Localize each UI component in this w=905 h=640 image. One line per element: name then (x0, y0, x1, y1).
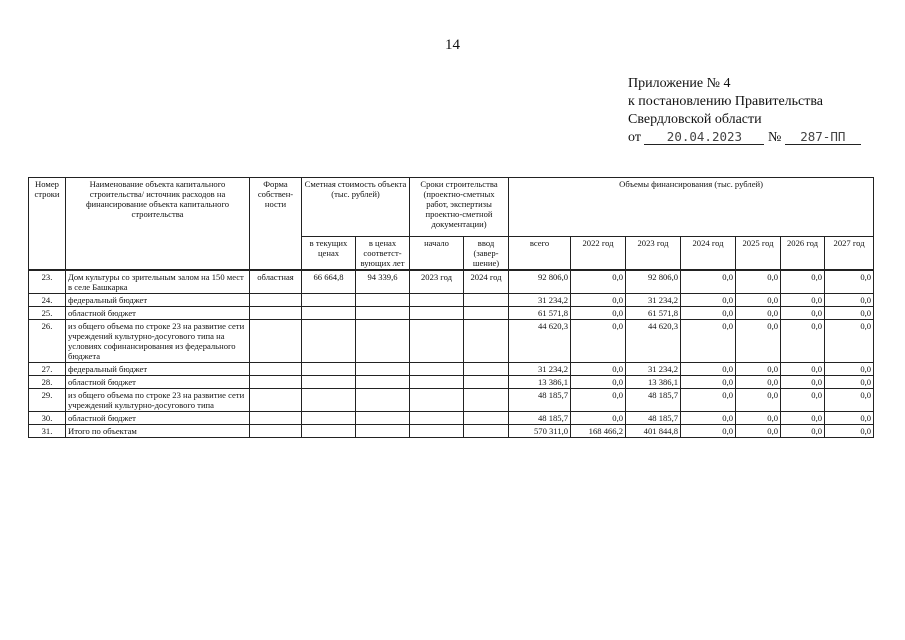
cell-row-number: 23. (29, 270, 66, 294)
cell-total: 44 620,3 (509, 320, 571, 363)
cell-2026: 0,0 (781, 307, 825, 320)
resolution-date: 20.04.2023 (644, 130, 764, 145)
cell-2027: 0,0 (825, 270, 874, 294)
header-year-2027: 2027 год (825, 237, 874, 271)
cell-2023: 13 386,1 (626, 376, 681, 389)
cell-cost-current (302, 294, 356, 307)
resolution-number: 287-ПП (785, 130, 861, 145)
cell-2023: 92 806,0 (626, 270, 681, 294)
header-financing: Объемы финансирования (тыс. рублей) (509, 178, 874, 237)
cell-2024: 0,0 (681, 376, 736, 389)
header-commissioning: ввод (завер-шение) (464, 237, 509, 271)
cell-row-number: 30. (29, 412, 66, 425)
header-estimated-cost: Сметная стоимость объекта (тыс. рублей) (302, 178, 410, 237)
cell-ownership-form (250, 363, 302, 376)
cell-start (410, 320, 464, 363)
cell-cost-years (356, 307, 410, 320)
cell-cost-current (302, 389, 356, 412)
cell-object-name: из общего объема по строке 23 на развитие сети учреждений культурно-досугового типа на условиях софинансирования из федерального бюджета (66, 320, 250, 363)
cell-2026: 0,0 (781, 270, 825, 294)
table-row (29, 412, 874, 425)
cell-end (464, 294, 509, 307)
table-row (29, 376, 874, 389)
cell-total: 570 311,0 (509, 425, 571, 438)
cell-2022: 0,0 (571, 412, 626, 425)
cell-2025: 0,0 (736, 320, 781, 363)
table-row (29, 307, 874, 320)
cell-object-name: Дом культуры со зрительным залом на 150 мест в селе Башкарка (66, 270, 250, 294)
cell-2027: 0,0 (825, 425, 874, 438)
cell-total: 48 185,7 (509, 412, 571, 425)
cell-start (410, 389, 464, 412)
cell-cost-years (356, 376, 410, 389)
cell-2024: 0,0 (681, 389, 736, 412)
cell-2026: 0,0 (781, 294, 825, 307)
table-row (29, 270, 874, 294)
cell-2024: 0,0 (681, 307, 736, 320)
cell-cost-current (302, 425, 356, 438)
header-current-prices: в текущих ценах (302, 237, 356, 271)
cell-row-number: 28. (29, 376, 66, 389)
cell-total: 13 386,1 (509, 376, 571, 389)
cell-2022: 168 466,2 (571, 425, 626, 438)
cell-end (464, 412, 509, 425)
header-ownership-form: Форма собствен-ности (250, 178, 302, 271)
cell-2024: 0,0 (681, 425, 736, 438)
cell-ownership-form (250, 307, 302, 320)
cell-2027: 0,0 (825, 363, 874, 376)
cell-cost-years (356, 425, 410, 438)
cell-2024: 0,0 (681, 363, 736, 376)
cell-cost-current (302, 412, 356, 425)
cell-2025: 0,0 (736, 376, 781, 389)
number-prefix: № (767, 130, 782, 145)
cell-end (464, 376, 509, 389)
cell-total: 92 806,0 (509, 270, 571, 294)
cell-start (410, 307, 464, 320)
header-row-number: Номер строки (29, 178, 66, 271)
cell-start (410, 376, 464, 389)
cell-start (410, 363, 464, 376)
cell-total: 61 571,8 (509, 307, 571, 320)
cell-2026: 0,0 (781, 389, 825, 412)
cell-2025: 0,0 (736, 363, 781, 376)
header-year-2026: 2026 год (781, 237, 825, 271)
cell-2026: 0,0 (781, 425, 825, 438)
cell-2025: 0,0 (736, 307, 781, 320)
cell-2026: 0,0 (781, 363, 825, 376)
cell-2023: 44 620,3 (626, 320, 681, 363)
cell-cost-current (302, 376, 356, 389)
cell-cost-years (356, 294, 410, 307)
header-construction-terms: Сроки строительства (проектно-сметных работ, экспертизы проектно-сметной документации) (410, 178, 509, 237)
cell-2022: 0,0 (571, 389, 626, 412)
cell-2022: 0,0 (571, 320, 626, 363)
cell-start (410, 412, 464, 425)
cell-2025: 0,0 (736, 270, 781, 294)
cell-object-name: федеральный бюджет (66, 294, 250, 307)
header-object-name: Наименование объекта капитального строительства/ источник расходов на финансирование объекта капитального строительства (66, 178, 250, 271)
table-row (29, 389, 874, 412)
cell-start: 2023 год (410, 270, 464, 294)
cell-2027: 0,0 (825, 412, 874, 425)
cell-2027: 0,0 (825, 376, 874, 389)
cell-2024: 0,0 (681, 294, 736, 307)
cell-end (464, 389, 509, 412)
cell-ownership-form (250, 412, 302, 425)
cell-2023: 48 185,7 (626, 412, 681, 425)
cell-row-number: 24. (29, 294, 66, 307)
cell-end (464, 363, 509, 376)
cell-row-number: 26. (29, 320, 66, 363)
cell-end (464, 425, 509, 438)
cell-row-number: 29. (29, 389, 66, 412)
cell-2025: 0,0 (736, 389, 781, 412)
cell-cost-years (356, 412, 410, 425)
cell-ownership-form (250, 376, 302, 389)
cell-2027: 0,0 (825, 294, 874, 307)
cell-2023: 31 234,2 (626, 294, 681, 307)
cell-2027: 0,0 (825, 389, 874, 412)
cell-row-number: 25. (29, 307, 66, 320)
page-number: 14 (445, 37, 460, 53)
cell-2025: 0,0 (736, 412, 781, 425)
header-year-2022: 2022 год (571, 237, 626, 271)
cell-2023: 31 234,2 (626, 363, 681, 376)
cell-2026: 0,0 (781, 412, 825, 425)
cell-object-name: областной бюджет (66, 307, 250, 320)
cell-2022: 0,0 (571, 363, 626, 376)
cell-total: 48 185,7 (509, 389, 571, 412)
cell-2022: 0,0 (571, 294, 626, 307)
cell-cost-current (302, 320, 356, 363)
cell-ownership-form (250, 389, 302, 412)
cell-2027: 0,0 (825, 320, 874, 363)
header-year-2025: 2025 год (736, 237, 781, 271)
appendix-header (628, 75, 861, 147)
cell-2024: 0,0 (681, 270, 736, 294)
appendix-resolution-line: к постановлению Правительства (628, 94, 824, 109)
cell-total: 31 234,2 (509, 294, 571, 307)
table-row (29, 320, 874, 363)
appendix-region-line: Свердловской области (628, 112, 762, 127)
cell-2022: 0,0 (571, 307, 626, 320)
cell-2022: 0,0 (571, 270, 626, 294)
appendix-date-line (628, 129, 861, 147)
cell-ownership-form (250, 320, 302, 363)
cell-2022: 0,0 (571, 376, 626, 389)
cell-row-number: 27. (29, 363, 66, 376)
financing-table (28, 177, 874, 438)
cell-cost-current (302, 363, 356, 376)
date-prefix: от (628, 130, 641, 145)
cell-row-number: 31. (29, 425, 66, 438)
cell-2027: 0,0 (825, 307, 874, 320)
cell-2023: 48 185,7 (626, 389, 681, 412)
cell-end (464, 307, 509, 320)
cell-end: 2024 год (464, 270, 509, 294)
cell-cost-years: 94 339,6 (356, 270, 410, 294)
cell-cost-years (356, 363, 410, 376)
cell-ownership-form: областная (250, 270, 302, 294)
cell-object-name: областной бюджет (66, 376, 250, 389)
cell-2026: 0,0 (781, 320, 825, 363)
cell-2025: 0,0 (736, 294, 781, 307)
header-year-2023: 2023 год (626, 237, 681, 271)
cell-start (410, 294, 464, 307)
cell-ownership-form (250, 294, 302, 307)
header-total: всего (509, 237, 571, 271)
cell-total: 31 234,2 (509, 363, 571, 376)
cell-2024: 0,0 (681, 412, 736, 425)
cell-object-name: Итого по объектам (66, 425, 250, 438)
cell-2023: 401 844,8 (626, 425, 681, 438)
cell-cost-years (356, 320, 410, 363)
table-row (29, 363, 874, 376)
cell-end (464, 320, 509, 363)
appendix-title: Приложение № 4 (628, 76, 731, 91)
header-period-prices: в ценах соответст-вующих лет (356, 237, 410, 271)
cell-start (410, 425, 464, 438)
cell-object-name: из общего объема по строке 23 на развитие сети учреждений культурно-досугового типа (66, 389, 250, 412)
cell-ownership-form (250, 425, 302, 438)
cell-object-name: областной бюджет (66, 412, 250, 425)
header-start: начало (410, 237, 464, 271)
cell-2024: 0,0 (681, 320, 736, 363)
table-row (29, 294, 874, 307)
cell-2026: 0,0 (781, 376, 825, 389)
cell-2025: 0,0 (736, 425, 781, 438)
table-row (29, 425, 874, 438)
cell-cost-current (302, 307, 356, 320)
cell-cost-years (356, 389, 410, 412)
cell-object-name: федеральный бюджет (66, 363, 250, 376)
header-year-2024: 2024 год (681, 237, 736, 271)
cell-cost-current: 66 664,8 (302, 270, 356, 294)
cell-2023: 61 571,8 (626, 307, 681, 320)
